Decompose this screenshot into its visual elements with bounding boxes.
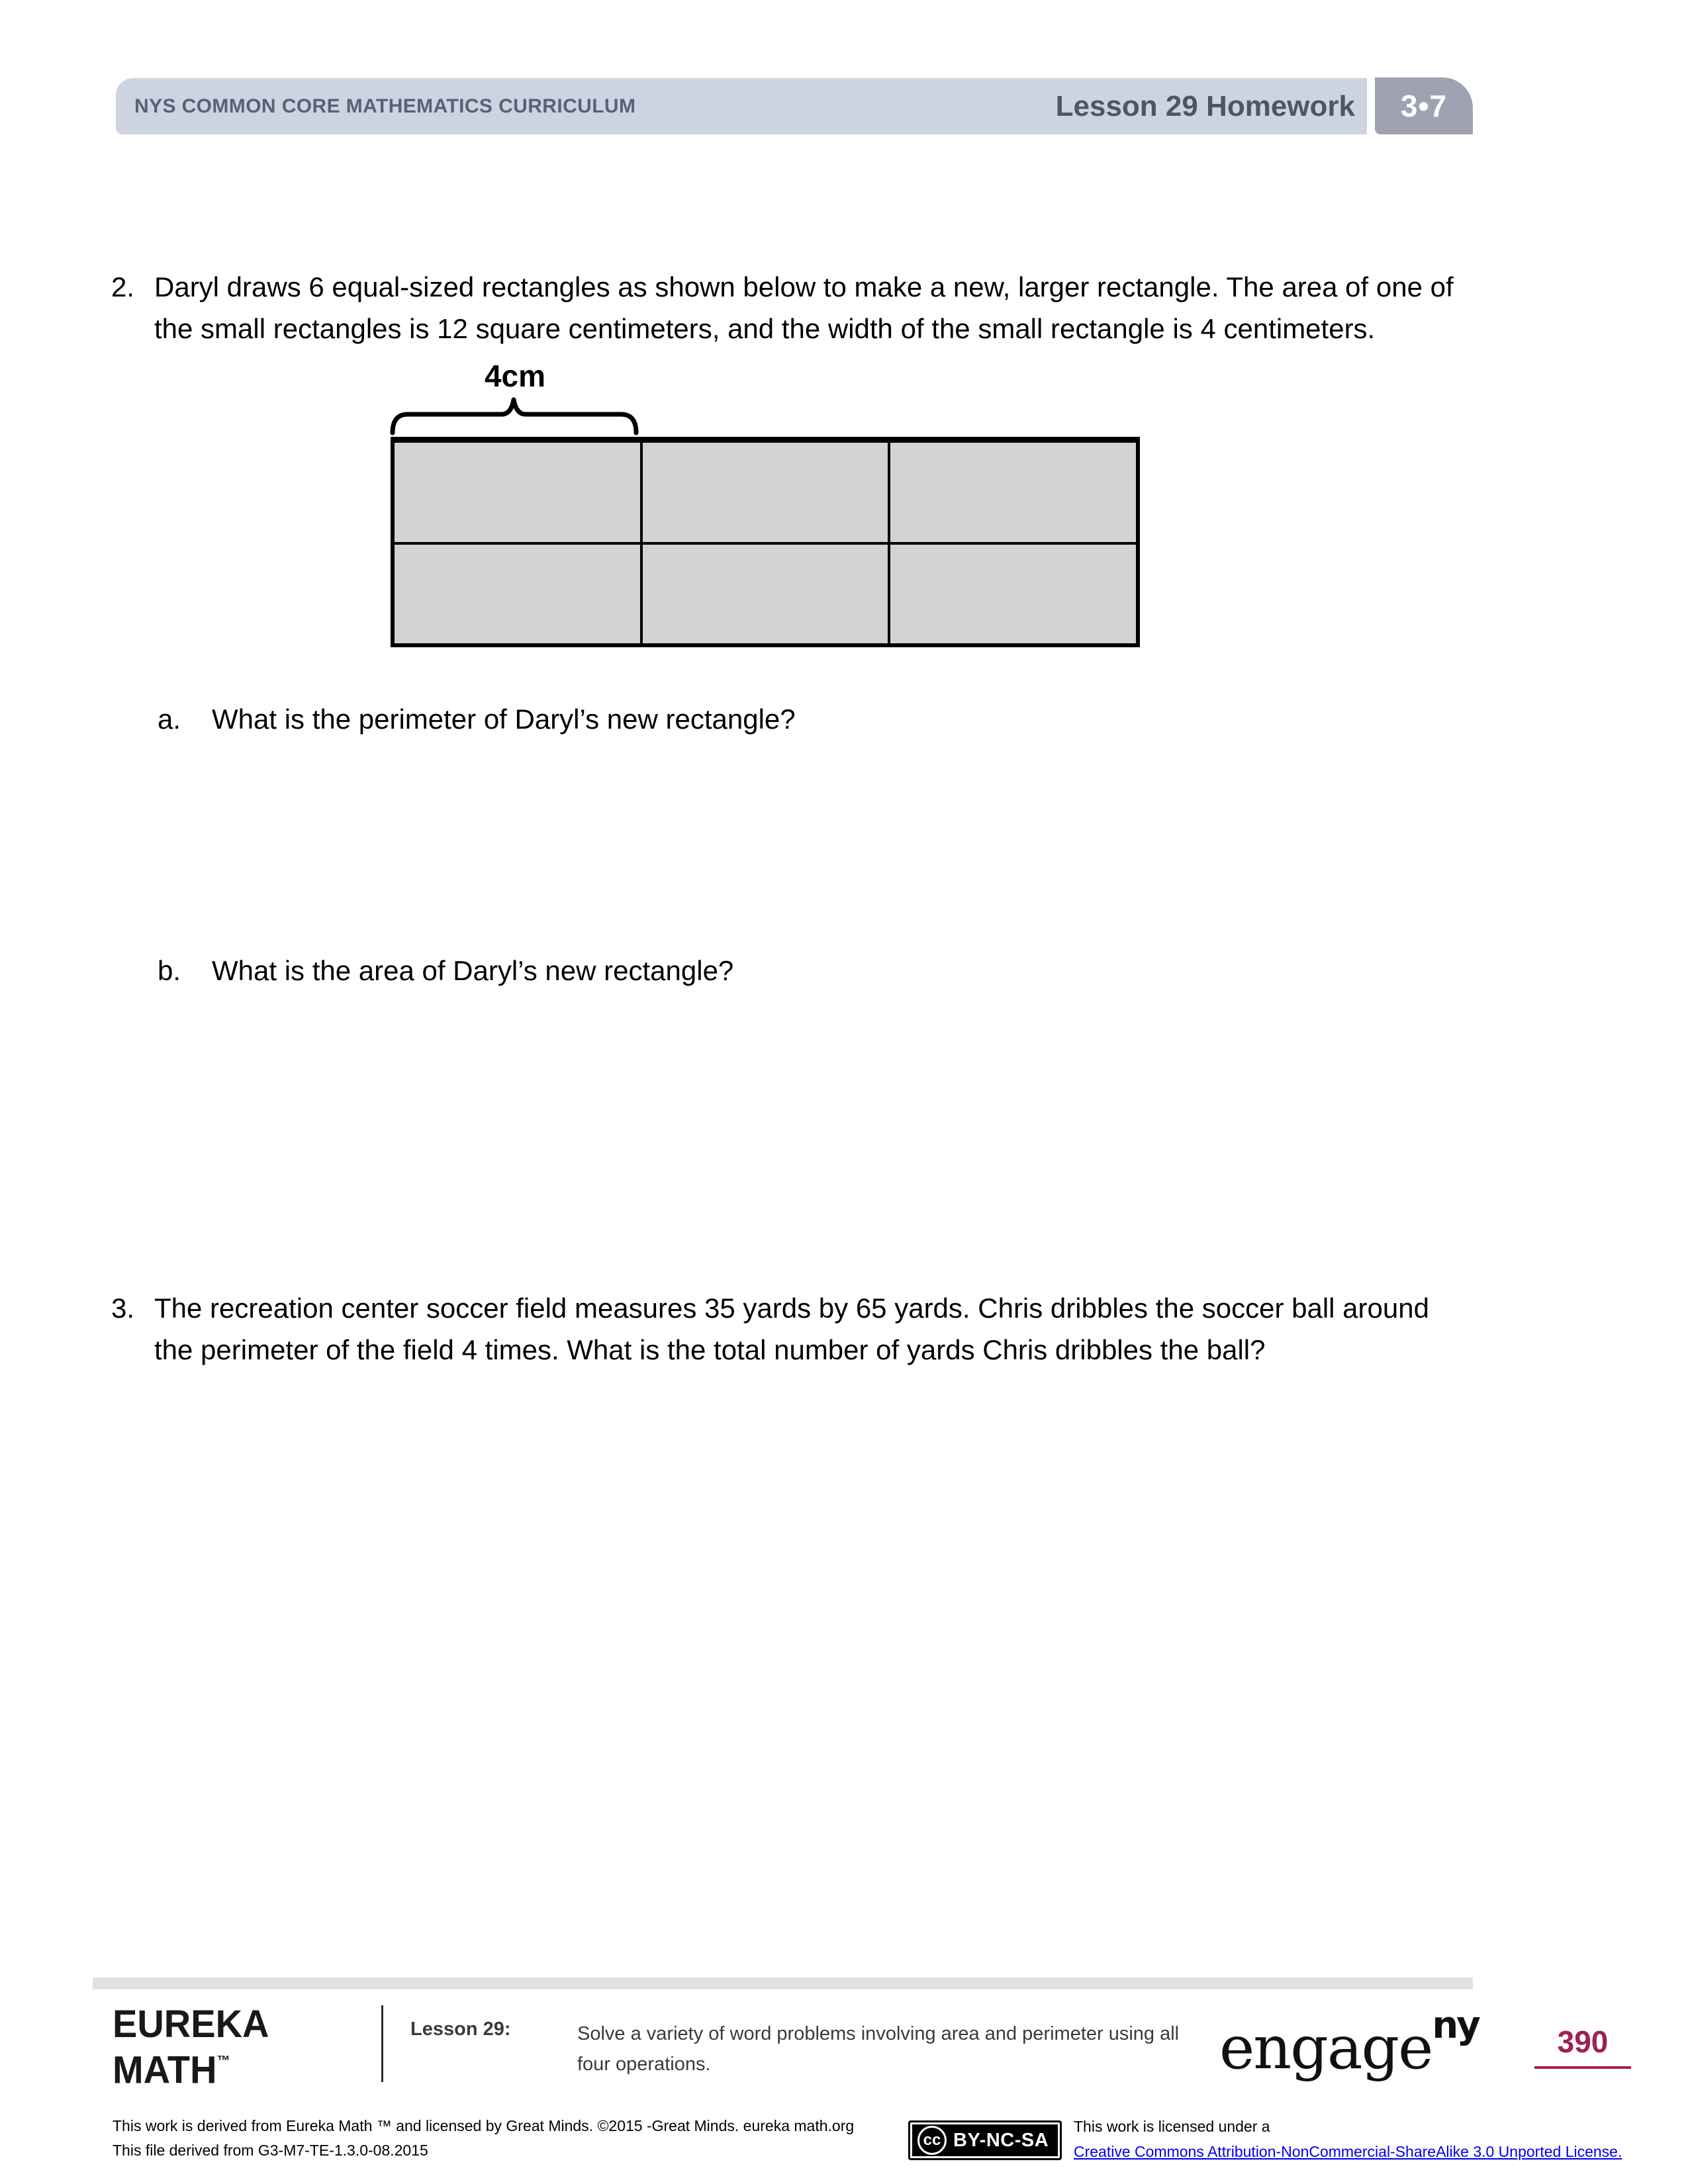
width-dimension-label: 4cm [484,359,546,393]
part-a-question: What is the perimeter of Daryl’s new rectangle? [212,704,796,735]
page-number: 390 [1534,2024,1631,2069]
engage-ny-superscript: ny [1432,2004,1479,2047]
eureka-math-logo [113,2001,269,2091]
small-rectangle-cell [641,441,890,543]
part-b-question: What is the area of Daryl’s new rectangle? [212,955,734,986]
creative-commons-badge[interactable] [908,2120,1062,2160]
question-2-number: 2. [111,271,135,302]
footer-vertical-divider [381,2005,383,2082]
copyright-block [113,2114,854,2163]
question-2-line-2: the small rectangles is 12 square centimeters, and the width of the small rectangle is 4 centimeters. [154,313,1376,344]
small-rectangle-cell [393,543,641,645]
question-2-text [154,266,1518,349]
engage-wordmark: engage [1219,2013,1432,2083]
header-bar [116,78,1367,134]
copyright-line1: This work is derived from Eureka Math ™ and licensed by Great Minds. ©2015 -Great Minds. eureka math.org [113,2117,855,2134]
license-link[interactable]: Creative Commons Attribution-NonCommercial-ShareAlike 3.0 Unported License. [1074,2143,1622,2160]
small-rectangle-cell [393,441,641,543]
question-3-text [154,1287,1518,1371]
question-3-line-1: The recreation center soccer field measures 35 yards by 65 yards. Chris dribbles the soccer ball around [154,1293,1429,1324]
question-2-line-1: Daryl draws 6 equal-sized rectangles as shown below to make a new, larger rectangle. The area of one of [154,271,1454,302]
trademark-symbol: ™ [216,2053,230,2069]
small-rectangle-cell [889,441,1137,543]
dimension-brace [389,394,641,435]
lesson-description-line2: four operations. [577,2054,711,2075]
license-text-block [1074,2114,1622,2164]
lesson-description-line1: Solve a variety of word problems involving area and perimeter using all [577,2023,1180,2044]
cc-icon: cc [917,2126,947,2155]
footer-lesson-description [577,2019,1233,2079]
question-3-line-2: the perimeter of the field 4 times. What is the total number of yards Chris dribbles the ball? [154,1334,1266,1365]
lesson-homework-title: Lesson 29 Homework [1055,89,1355,122]
part-b-label: b. [158,955,181,986]
license-intro: This work is licensed under a [1074,2118,1270,2135]
footer-lesson-label: Lesson 29: [410,2019,511,2040]
six-rectangle-grid [391,437,1140,647]
eureka-logo-line2: MATH™ [113,2048,230,2091]
eureka-logo-line1: EUREKA [113,2001,269,2046]
footer-separator-bar [93,1978,1473,1989]
small-rectangle-cell [889,543,1137,645]
question-3-number: 3. [111,1293,135,1324]
grade-module-badge: 3•7 [1375,77,1473,134]
small-rectangle-cell [641,543,890,645]
engageny-logo [1219,2004,1479,2083]
part-a-label: a. [158,704,181,735]
curriculum-label: NYS COMMON CORE MATHEMATICS CURRICULUM [134,95,636,117]
cc-license-type: BY-NC-SA [953,2129,1049,2151]
copyright-line2: This file derived from G3-M7-TE-1.3.0-08.2015 [113,2142,428,2159]
